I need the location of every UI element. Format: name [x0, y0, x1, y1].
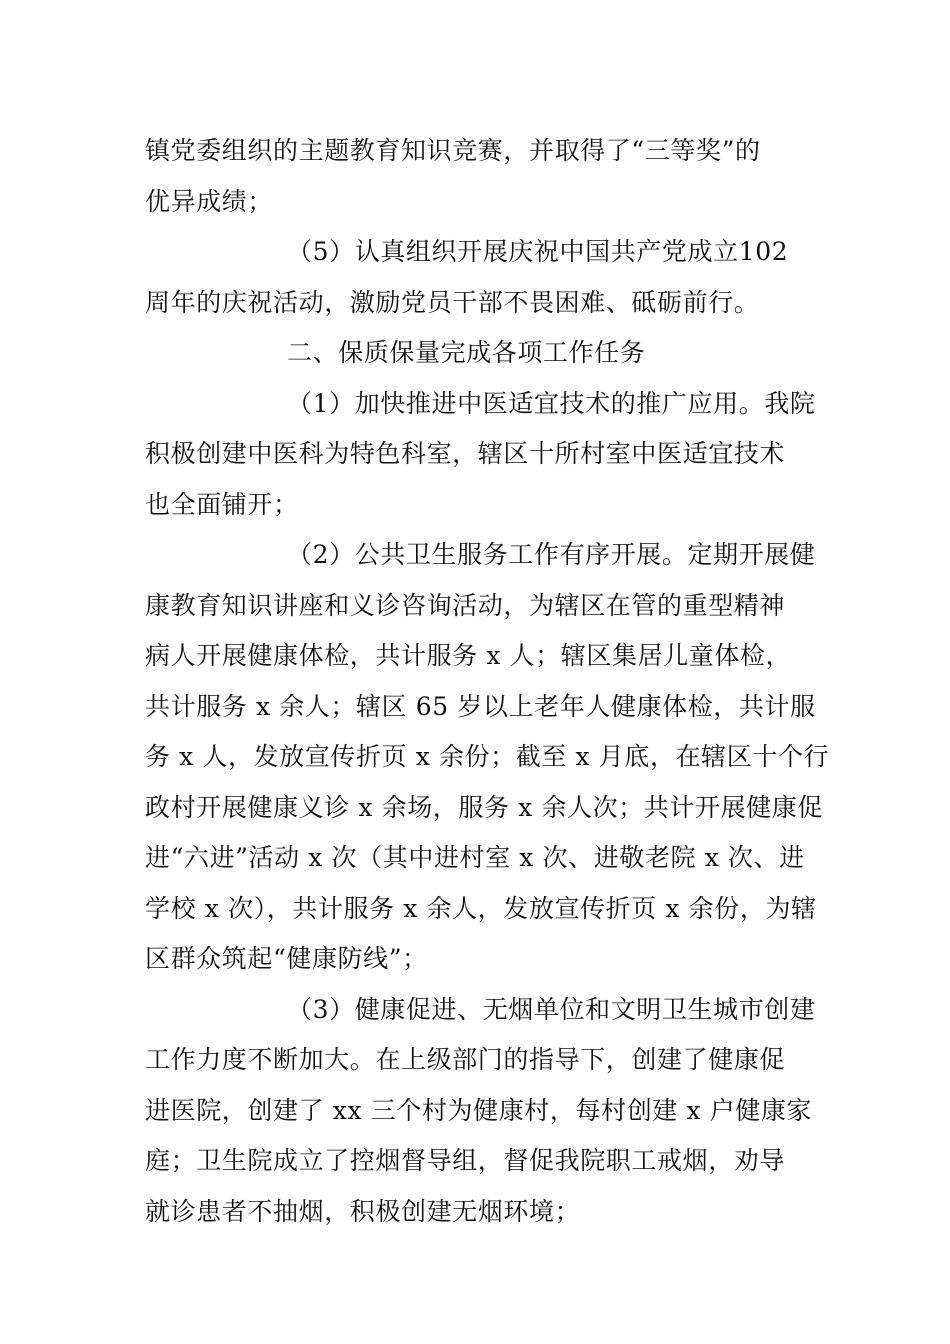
text-line: 也全面铺开；	[145, 489, 299, 519]
section-heading: 二、保质保量完成各项工作任务	[287, 338, 646, 367]
text-line: 工作力度不断加大。在上级部门的指导下，创建了健康促	[145, 1045, 786, 1074]
paragraph-start-line: （3）健康促进、无烟单位和文明卫生城市创建	[287, 994, 816, 1024]
text-line: 进“六进”活动 x 次（其中进村室 x 次、进敬老院 x 次、进	[145, 843, 805, 872]
text-line: 积极创建中医科为特色科室，辖区十所村室中医适宜技术	[145, 439, 786, 468]
text-line: 务 x 人，发放宣传折页 x 余份；截至 x 月底，在辖区十个行	[145, 742, 830, 771]
paragraph-start-line: （5）认真组织开展庆祝中国共产党成立102	[287, 237, 789, 266]
text-line: 政村开展健康义诊 x 余场，服务 x 余人次；共计开展健康促	[145, 792, 823, 822]
text-line: 镇党委组织的主题教育知识竞赛，并取得了“三等奖”的	[145, 136, 761, 165]
text-line: 进医院，创建了 xx 三个村为健康村，每村创建 x 户健康家	[145, 1095, 813, 1125]
text-line: 优异成绩；	[145, 186, 274, 216]
text-line: 康教育知识讲座和义诊咨询活动，为辖区在管的重型精神	[145, 590, 786, 620]
paragraph-start-line: （1）加快推进中医适宜技术的推广应用。我院	[287, 388, 816, 418]
text-line: 区群众筑起“健康防线”；	[145, 944, 428, 973]
text-line: 共计服务 x 余人；辖区 65 岁以上老年人健康体检，共计服	[145, 691, 816, 721]
text-line: 病人开展健康体检，共计服务 x 人；辖区集居儿童体检，	[145, 641, 792, 670]
text-line: 学校 x 次），共计服务 x 余人，发放宣传折页 x 余份，为辖	[145, 893, 817, 923]
text-line: 周年的庆祝活动，激励党员干部不畏困难、砥砺前行。	[145, 287, 760, 317]
document-body	[145, 126, 830, 1237]
text-line: 就诊患者不抽烟，积极创建无烟环境；	[145, 1196, 581, 1226]
text-line: 庭；卫生院成立了控烟督导组，督促我院职工戒烟，劝导	[145, 1146, 786, 1175]
paragraph-start-line: （2）公共卫生服务工作有序开展。定期开展健	[287, 540, 816, 569]
